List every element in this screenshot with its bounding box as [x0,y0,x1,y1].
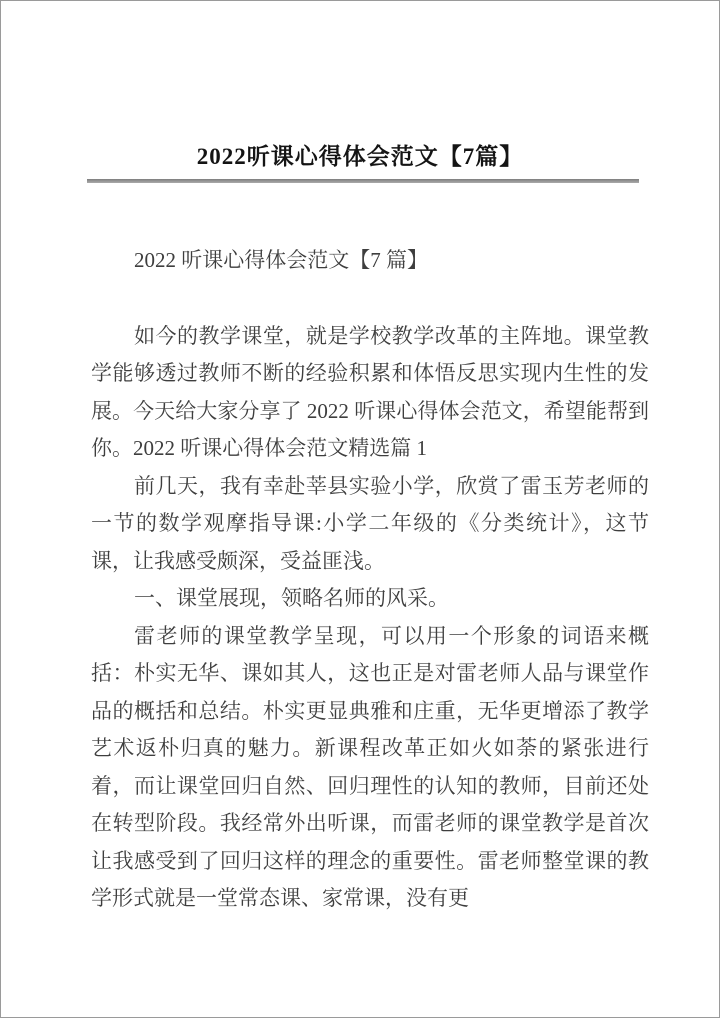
document-title: 2022听课心得体会范文【7篇】 [196,144,524,169]
body-paragraph: 一、课堂展现，领略名师的风采。 [134,586,450,610]
body-paragraph: 前几天，我有幸赴莘县实验小学，欣赏了雷玉芳老师的一节的数学观摩指导课:小学二年级的《分类统计》，这节课，让我感受颇深，受益匪浅。 [91,473,649,573]
paragraph-list [91,318,649,918]
document-body [91,183,649,918]
body-paragraph: 雷老师的课堂教学呈现，可以用一个形象的词语来概括：朴实无华、课如其人，这也正是对雷老师人品与课堂作品的概括和总结。朴实更显典雅和庄重，无华更增添了教学艺术返朴归真的魅力。新课程改革正如火如荼的紧张进行着，而让课堂回归自然、回归理性的认知的教师，目前还处在转型阶段。我经常外出听课，而雷老师的课堂教学是首次让我感受到了回归这样的理念的重要性。雷老师整堂课的教学形式就是一堂常态课、家常课，没有更 [91,623,649,910]
body-paragraph: 如今的教学课堂，就是学校教学改革的主阵地。课堂教学能够透过教师不断的经验积累和体悟反思实现内生性的发展。今天给大家分享了 2022 听课心得体会范文，希望能帮到你。2022 听课心得体会范文精选篇 1 [91,323,649,460]
document-subtitle: 2022 听课心得体会范文【7 篇】 [134,248,429,272]
